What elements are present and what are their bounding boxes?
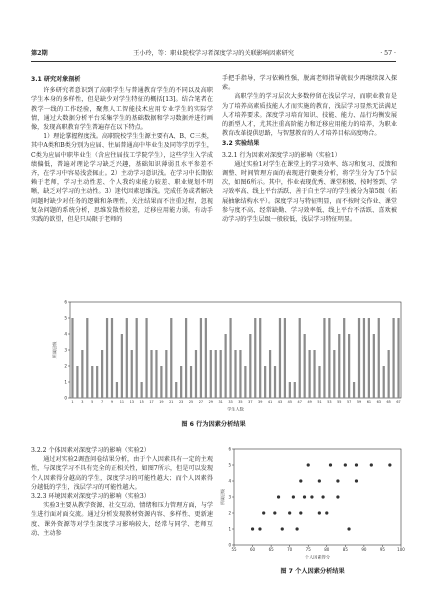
bar xyxy=(91,366,93,398)
x-tick-label: 59 xyxy=(356,400,362,404)
scatter-point xyxy=(329,463,332,466)
bar xyxy=(175,382,177,398)
bar xyxy=(373,334,375,398)
y-tick-label: 4 xyxy=(228,478,231,484)
scatter-point xyxy=(355,463,358,466)
scatter-point xyxy=(258,527,261,530)
bar xyxy=(145,318,147,398)
bar xyxy=(269,350,271,398)
x-tick-label: 80 xyxy=(324,547,330,552)
bar-chart-svg xyxy=(50,298,405,412)
x-tick-label: 70 xyxy=(287,547,293,552)
x-tick-label: 27 xyxy=(198,400,204,404)
x-tick-label: 35 xyxy=(238,400,243,404)
scatter-chart-svg xyxy=(220,445,405,560)
x-tick-label: 53 xyxy=(327,400,332,404)
x-tick-label: 15 xyxy=(139,400,144,404)
scatter-point xyxy=(336,495,339,498)
x-tick-label: 60 xyxy=(250,547,256,552)
bar xyxy=(150,350,152,398)
scatter-point xyxy=(303,495,306,498)
bar xyxy=(378,318,380,398)
y-tick-label: 5 xyxy=(228,462,231,468)
scatter-point xyxy=(355,479,358,482)
x-tick-label: 11 xyxy=(119,400,125,404)
x-tick-label: 63 xyxy=(376,400,381,404)
bar xyxy=(195,350,197,398)
left-column-top xyxy=(31,74,213,296)
y-tick-label: 1 xyxy=(228,526,231,532)
running-header xyxy=(31,49,396,59)
y-tick-label: 2 xyxy=(64,363,67,369)
bar xyxy=(121,334,123,398)
bar xyxy=(383,366,385,398)
bar xyxy=(333,350,335,398)
bar xyxy=(81,350,83,398)
x-tick-label: 25 xyxy=(188,400,194,404)
scatter-point xyxy=(318,511,321,514)
x-tick-label: 13 xyxy=(129,400,134,404)
bar xyxy=(313,350,315,398)
section-heading-3-1: 3.1 研究对象剖析 xyxy=(31,76,81,83)
subsection-heading-3-2-1: 3.2.1 行为因素对深度学习的影响（实验1） xyxy=(222,151,341,159)
y-tick-label: 3 xyxy=(228,494,231,500)
paragraph: 手把手指导，学习依赖性强，脱离老师指导就很少再继续深入探索。 xyxy=(222,75,397,92)
paragraph: 实验3主要从教学资源、社交互动、情绪和压力管理方面，与学生进行面对面交流。通过分析发现教材资源内容、多样性、更新速度、课外资源等对学生深度学习影响较大，经常与同学、老师互动、主动参 xyxy=(31,502,213,537)
figure-7-caption: 图 7 个人因素分析结果 xyxy=(280,568,345,575)
x-tick-label: 65 xyxy=(268,547,274,552)
bar xyxy=(397,318,399,398)
x-tick-label: 7 xyxy=(101,400,104,404)
bar xyxy=(348,334,350,398)
bar xyxy=(200,318,202,398)
bar xyxy=(160,366,162,398)
x-tick-label: 23 xyxy=(178,400,184,404)
paragraph: 高职学生的学习层次大多数停留在浅层学习，而职业教育是为了培养高素质技能人才而实施的教育，浅层学习显然无法满足人才培养要求。深度学习培育知识、技能、能力、品行均衡发展的新型人才，尤其注重高阶能力和迁移应用能力的培养，为职业教育改革提供思路，与智慧教育的人才培养目标高度吻合。 xyxy=(222,93,397,138)
x-tick-label: 41 xyxy=(267,400,273,404)
figure-6-caption: 图 6 行为因素分析结果 xyxy=(181,421,246,428)
scatter-point xyxy=(370,463,373,466)
scatter-point xyxy=(299,511,302,514)
scatter-point xyxy=(318,479,321,482)
paragraph: 许多研究者意识到了高职学生与普通教育学生的不同以及高职学生本身的多样性，但是缺少对学生特征的概括[13]。结合笔者在教学一线的工作经验，聚焦人工智能技术应用专业学生的实际学情，通过大数据分析平台采集学生的基础数据和学习数据并进行画像，发现高职教育学生普遍存在以下特点。 xyxy=(31,87,213,132)
bar xyxy=(215,350,217,398)
x-tick-label: 37 xyxy=(248,400,253,404)
x-tick-label: 57 xyxy=(346,400,352,404)
x-tick-label: 51 xyxy=(317,400,322,404)
scatter-point xyxy=(273,511,276,514)
x-tick-label: 95 xyxy=(379,547,385,552)
scatter-point xyxy=(277,495,280,498)
scatter-point xyxy=(262,511,265,514)
scatter-point xyxy=(344,463,347,466)
bar xyxy=(76,366,78,398)
x-tick-label: 3 xyxy=(81,400,84,404)
bar xyxy=(363,318,365,398)
y-axis-label: 所属层级 xyxy=(52,341,57,359)
bar xyxy=(328,318,330,398)
bar xyxy=(358,318,360,398)
bar xyxy=(71,318,73,398)
scatter-point xyxy=(310,495,313,498)
bar xyxy=(106,318,108,398)
bar xyxy=(279,318,281,398)
x-tick-label: 61 xyxy=(366,400,372,404)
bar xyxy=(155,350,157,398)
bar xyxy=(220,350,222,398)
section-heading-3-2: 3.2 实验结果 xyxy=(222,140,260,148)
x-tick-label: 49 xyxy=(307,400,312,404)
y-tick-label: 0 xyxy=(228,542,231,548)
bar xyxy=(249,334,251,398)
scatter-point xyxy=(295,527,298,530)
bar xyxy=(96,366,98,398)
y-tick-label: 4 xyxy=(64,331,67,337)
subsection-heading-3-2-2: 3.2.2 个体因素对深度学习的影响（实验2） xyxy=(31,447,150,454)
x-tick-label: 9 xyxy=(110,400,114,404)
bar xyxy=(185,318,187,398)
y-tick-label: 0 xyxy=(64,395,67,401)
scatter-point xyxy=(299,479,302,482)
scatter-point xyxy=(336,479,339,482)
x-tick-label: 31 xyxy=(218,400,223,404)
scatter-point xyxy=(251,527,254,530)
bar xyxy=(165,350,167,398)
page-number: · 57 · xyxy=(380,50,396,57)
bar xyxy=(392,318,394,398)
y-tick-label: 2 xyxy=(228,510,231,516)
bar xyxy=(101,350,103,398)
bar xyxy=(304,334,306,398)
y-axis-label: 所属层级 xyxy=(220,489,225,505)
x-tick-label: 47 xyxy=(297,400,302,404)
bar xyxy=(294,382,296,398)
x-tick-label: 43 xyxy=(277,400,283,404)
bar xyxy=(229,318,231,398)
paragraph: 通过对实验2调查问卷结果分析，由于个人因素具有一定的主观性，与深度学习不具有完全的正相关性，如图7所示，但是可以发现个人因素得分越高的学生，深度学习的可能性越大；而个人因素得分越低的学生，浅层学习的可能性越大。 xyxy=(31,456,213,491)
paragraph: 1）理论掌握程度浅。高职院校学生生源主要有A、B、C三类，其中A类和B类分别为应届、往届普通高中毕业生及同等学历学生，C类为应届中职毕业生（含应往届技工学院学生），这些学生入学成绩偏低，普遍对理论学习缺乏兴趣，基础知识薄弱且水平参差不齐，在学习中容易浅尝辄止。2）主动学习意识浅。在学习中长期依赖于老师，学习主动性差、个人我约束能力较差、职业规划不明晰，缺乏对学习的主动性。3）迷代因素思维浅。完成任务或者解决问题时缺少对任务的逻辑和条理性，关注结果而不注重过程，忽视复杂问题的系统分析，思维发散性较差，迁移应用能力弱，有动手实践的欲望，但是只局限于老师的 xyxy=(31,133,213,224)
bar xyxy=(170,318,172,398)
y-tick-label: 6 xyxy=(64,299,67,305)
scatter-point xyxy=(292,495,295,498)
scatter-point xyxy=(321,495,324,498)
scatter-chart-figure-7 xyxy=(220,445,405,560)
bar xyxy=(141,382,143,398)
bar xyxy=(259,318,261,398)
x-tick-label: 29 xyxy=(208,400,213,404)
bar xyxy=(180,366,182,398)
x-tick-label: 100 xyxy=(397,547,405,552)
bar xyxy=(264,366,266,398)
x-tick-label: 1 xyxy=(71,400,74,404)
bar xyxy=(234,350,236,398)
x-tick-label: 33 xyxy=(228,400,233,404)
x-tick-label: 17 xyxy=(149,400,154,404)
x-tick-label: 19 xyxy=(159,400,164,404)
issue-number: 第2期 xyxy=(31,50,48,57)
bar xyxy=(299,318,301,398)
right-column-top xyxy=(222,74,397,284)
subsection-heading-3-2-3: 3.2.3 环境因素对深度学习的影响（实验3） xyxy=(31,493,150,501)
bar xyxy=(190,366,192,398)
x-tick-label: 45 xyxy=(287,400,293,404)
x-tick-label: 67 xyxy=(396,400,401,404)
bar xyxy=(343,318,345,398)
plot-frame xyxy=(234,449,401,545)
y-tick-label: 5 xyxy=(64,315,67,321)
x-tick-label: 39 xyxy=(258,400,263,404)
bar xyxy=(111,318,113,398)
x-tick-label: 75 xyxy=(305,547,311,552)
bar xyxy=(368,318,370,398)
x-tick-label: 21 xyxy=(169,400,174,404)
paragraph: 通过实验1对学生在课堂上的学习效率、练习和复习、反馈和调整、时间管理方面的表现进行聚类分析，将学生分为了5个层次，如图6所示。其中，作业表现优秀、课堂积极、按时签到、学习效率高、线上平台活跃、善于自主学习的学生被分为第5级（拓展抽象结构水平）。深度学习与特征明显，而不按时交作业、课堂参与度不高、经常缺勤、学习效率低、线上平台不活跃、喜欢被动学习的学生层级一般较低，浅层学习特征明显。 xyxy=(222,160,397,224)
bar xyxy=(388,350,390,398)
scatter-point xyxy=(388,463,391,466)
y-tick-label: 6 xyxy=(228,446,231,452)
bar xyxy=(284,318,286,398)
scatter-point xyxy=(325,511,328,514)
x-tick-label: 5 xyxy=(91,400,94,404)
bar-chart-figure-6 xyxy=(50,298,405,412)
bar xyxy=(126,318,128,398)
scatter-point xyxy=(307,463,310,466)
bar xyxy=(136,318,138,398)
bar xyxy=(210,350,212,398)
bar xyxy=(323,318,325,398)
bar xyxy=(205,318,207,398)
bar xyxy=(338,334,340,398)
bar xyxy=(225,334,227,398)
bar xyxy=(131,350,133,398)
x-tick-label: 55 xyxy=(337,400,342,404)
bar xyxy=(254,318,256,398)
scatter-point xyxy=(288,511,291,514)
left-column-bottom xyxy=(31,446,213,596)
bar xyxy=(274,366,276,398)
bar xyxy=(116,382,118,398)
bar xyxy=(308,350,310,398)
x-tick-label: 90 xyxy=(361,547,367,552)
x-axis-label: 学生人数 xyxy=(227,406,244,412)
x-tick-label: 55 xyxy=(231,547,237,552)
y-tick-label: 3 xyxy=(64,347,67,353)
header-rule xyxy=(31,61,396,62)
x-axis-label: 个人因素得分 xyxy=(304,554,331,560)
x-tick-label: 85 xyxy=(342,547,348,552)
x-tick-label: 65 xyxy=(386,400,391,404)
bar xyxy=(86,318,88,398)
bar xyxy=(353,382,355,398)
running-title: 王小玲，等：职业院校学习者深度学习的关联影响因素研究 xyxy=(133,50,294,57)
y-tick-label: 1 xyxy=(64,379,67,385)
bar xyxy=(239,350,241,398)
bar xyxy=(244,366,246,398)
bar xyxy=(318,366,320,398)
bar xyxy=(289,382,291,398)
scatter-point xyxy=(281,527,284,530)
scatter-point xyxy=(347,527,350,530)
